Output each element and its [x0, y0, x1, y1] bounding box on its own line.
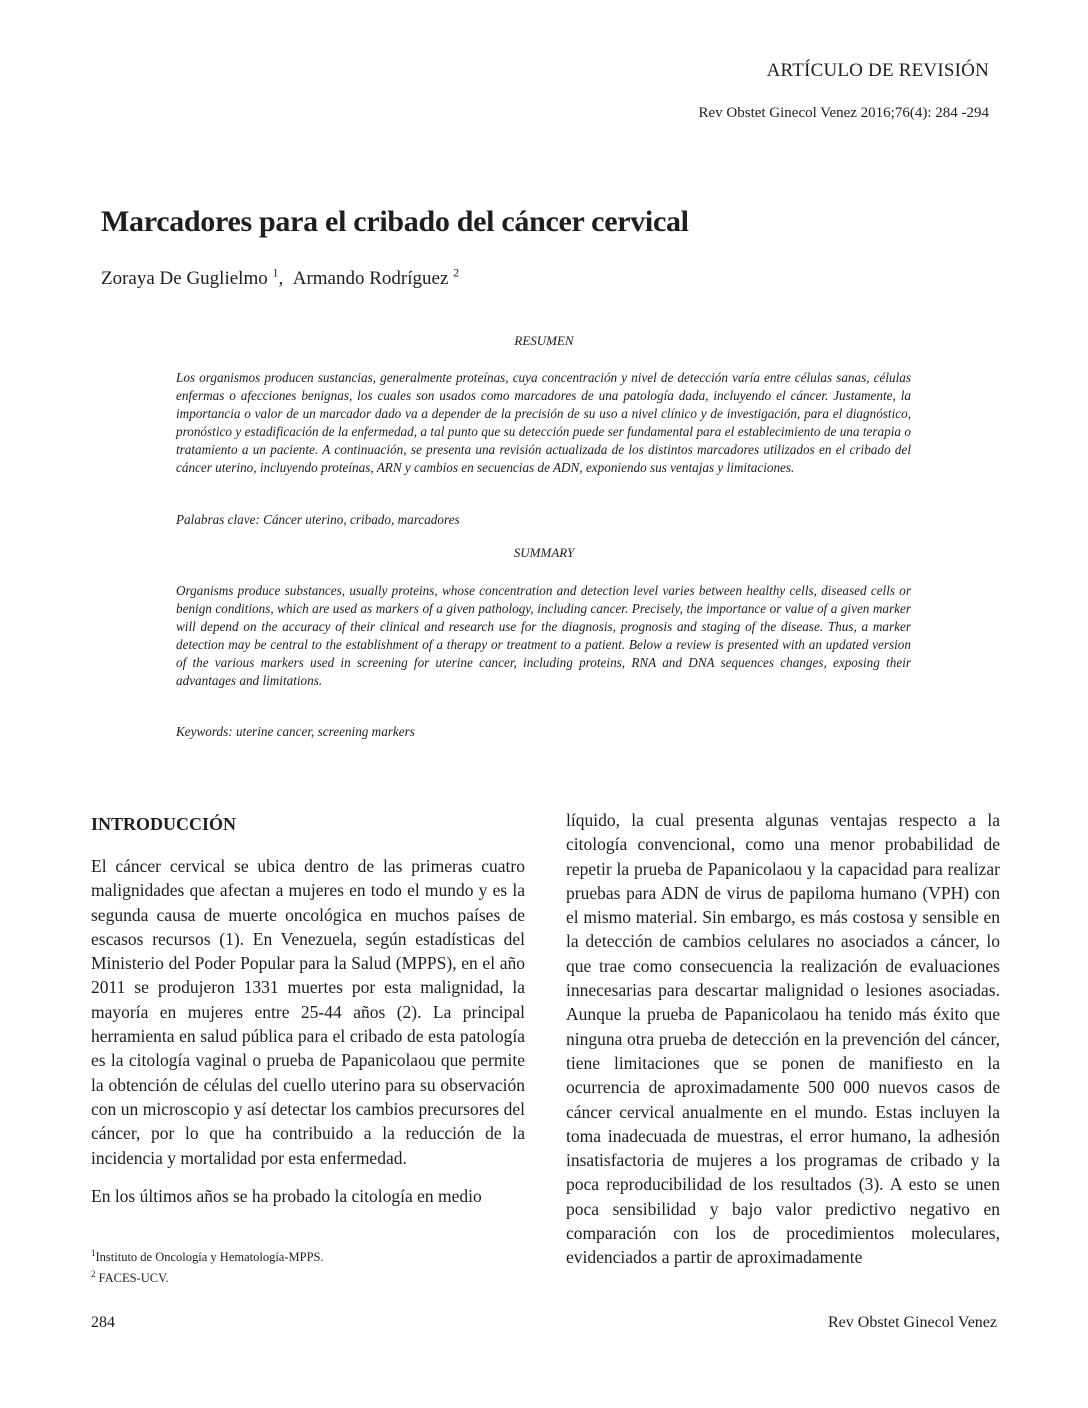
section-heading-introduccion: INTRODUCCIÓN	[91, 814, 237, 834]
body-paragraph: El cáncer cervical se ubica dentro de las primeras cuatro malignidades que afectan a mujeres en todo el mundo y es la segunda causa de muerte oncológica en muchos países de escasos recursos (1). En Venezuela, según estadísticas del Ministerio del Poder Popular para la Salud (MPPS), en el año 2011 se produjeron 1331 muertes por esta malignidad, la mayoría en mujeres entre 25-44 años (2). La principal herramienta en salud pública para el cribado de esta patología es la citología vaginal o prueba de Papanicolaou que permite la obtención de células del cuello uterino para su observación con un microscopio y así detectar los cambios precursores del cáncer, por lo que ha contribuido a la reducción de la incidencia y mortalidad por esta enfermedad.	[91, 856, 525, 1168]
footnote	[91, 1245, 324, 1266]
author-affiliation-mark: 1	[272, 265, 279, 280]
article-title: Marcadores para el cribado del cáncer cervical	[101, 205, 689, 238]
palabras-clave: Palabras clave: Cáncer uterino, cribado, marcadores	[176, 512, 460, 527]
author-affiliation-mark: 2	[453, 265, 460, 280]
keywords: Keywords: uterine cancer, screening markers	[176, 724, 415, 739]
footnotes	[91, 1245, 324, 1287]
footnote-text: FACES-UCV.	[98, 1271, 169, 1286]
summary-text: Organisms produce substances, usually proteins, whose concentration and detection level varies between healthy cells, diseased cells or benign conditions, which are used as markers of a given pathology, including cancer. Precisely, the importance or value of a given marker will depend on the accuracy of their clinical and research use for the diagnosis, prognosis and staging of the disease. Thus, a marker detection may be central to the establishment of a therapy or treatment to a patient. Below a review is presented with an updated version of the various markers used in screening for uterine cancer, including proteins, RNA and DNA sequences changes, exposing their advantages and limitations.	[176, 583, 911, 688]
author-name: Zoraya De Guglielmo	[101, 268, 268, 289]
footnote-mark: 2	[91, 1269, 96, 1280]
section-label: ARTÍCULO DE REVISIÓN	[766, 60, 989, 81]
body-paragraph: líquido, la cual presenta algunas ventajas respecto a la citología convencional, como una menor probabilidad de repetir la prueba de Papanicolaou y la capacidad para realizar pruebas para ADN de virus de papiloma humano (VPH) con el mismo material. Sin embargo, es más costosa y sensible en la detección de cambios celulares no asociados a cáncer, lo que trae como consecuencia la realización de evaluaciones innecesarias para descartar malignidad o lesiones asociadas. Aunque la prueba de Papanicolaou ha tenido más éxito que ninguna otra prueba de detección en la prevención del cáncer, tiene limitaciones que se ponen de manifiesto en la ocurrencia de aproximadamente 500 000 nuevos casos de cáncer cervical anualmente en el mundo. Estas incluyen la toma inadecuada de muestras, el error humano, la adhesión insatisfactoria de mujeres a los programas de cribado y la poca reproducibilidad de los resultados (3). A esto se unen poca sensibilidad y bajo valor predictivo negativo en comparación con los de procedimientos moleculares, evidenciados a partir de aproximadamente	[566, 810, 1000, 1268]
body-paragraph: En los últimos años se ha probado la citología en medio	[91, 1185, 482, 1206]
resumen-text: Los organismos producen sustancias, generalmente proteínas, cuya concentración y nivel de detección varía entre células sanas, células enfermas o afecciones benignas, los cuales son usados como marcadores de una patología dada, incluyendo el cáncer. Justamente, la importancia o valor de un marcador dado va a depender de la precisión de su uso a nivel clínico y de investigación, para el diagnóstico, pronóstico y estadificación de la enfermedad, a tal punto que su detección puede ser fundamental para el establecimiento de una terapia o tratamiento a un paciente. A continuación, se presenta una revisión actualizada de los distintos marcadores utilizados en el cribado del cáncer uterino, incluyendo proteínas, ARN y cambios en secuencias de ADN, exponiendo sus ventajas y limitaciones.	[176, 370, 911, 475]
footnote-text: Instituto de Oncología y Hematología-MPPS.	[95, 1250, 324, 1265]
resumen-heading: RESUMEN	[514, 333, 574, 348]
journal-citation: Rev Obstet Ginecol Venez 2016;76(4): 284 -294	[698, 105, 989, 121]
body-column-right	[566, 808, 1000, 1270]
footer-journal: Rev Obstet Ginecol Venez	[828, 1314, 997, 1331]
body-column-left	[91, 812, 525, 1208]
footnote	[91, 1266, 324, 1287]
footnote-mark: 1	[91, 1248, 96, 1258]
author-name: Armando Rodríguez	[292, 268, 449, 289]
page-number: 284	[91, 1314, 115, 1331]
summary-heading: SUMMARY	[513, 545, 575, 560]
author-list: Zoraya De Guglielmo $^1$, Armando Rodríguez $^2$	[101, 265, 460, 289]
